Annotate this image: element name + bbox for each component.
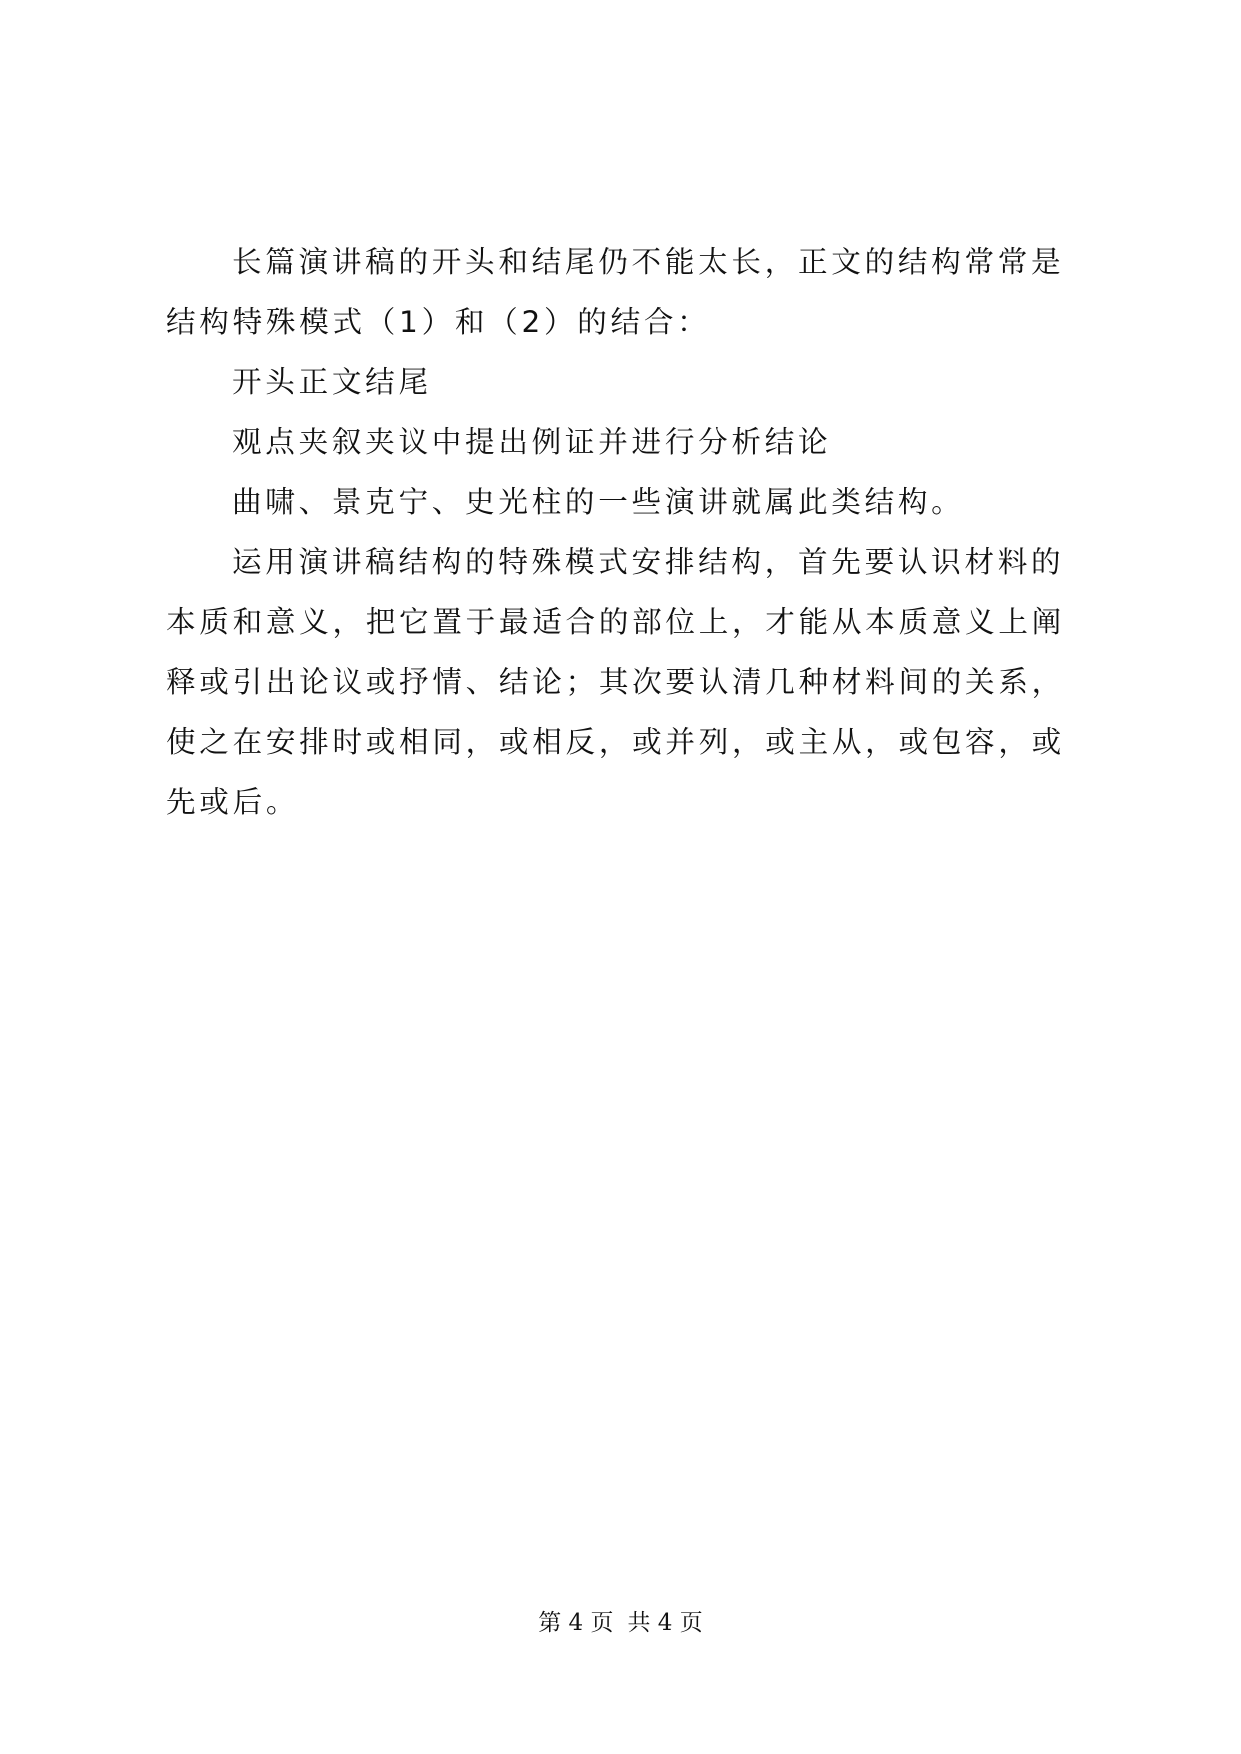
paragraph-argument-flow: 观点夹叙夹议中提出例证并进行分析结论 [232,425,832,459]
page-total: 共 4 页 [627,1610,703,1636]
paragraph-structure-parts: 开头正文结尾 [232,365,432,399]
paragraph-speaker-examples: 曲啸、景克宁、史光柱的一些演讲就属此类结构。 [232,485,965,519]
paragraph-arrangement-method: 运用演讲稿结构的特殊模式安排结构，首先要认识材料的本质和意义，把它置于最适合的部位上，才能从本质意义上阐释或引出论议或抒情、结论；其次要认清几种材料间的关系，使之在安排时或相同，或相反，或并列，或主从，或包容，或先或后。 [166,545,1065,819]
page-number: 第 4 页 [538,1610,614,1636]
paragraph-structure-combination: 长篇演讲稿的开头和结尾仍不能太长，正文的结构常常是结构特殊模式（1）和（2）的结合： [166,245,1065,339]
page-footer [0,1608,1241,1638]
document-body [166,232,1086,832]
